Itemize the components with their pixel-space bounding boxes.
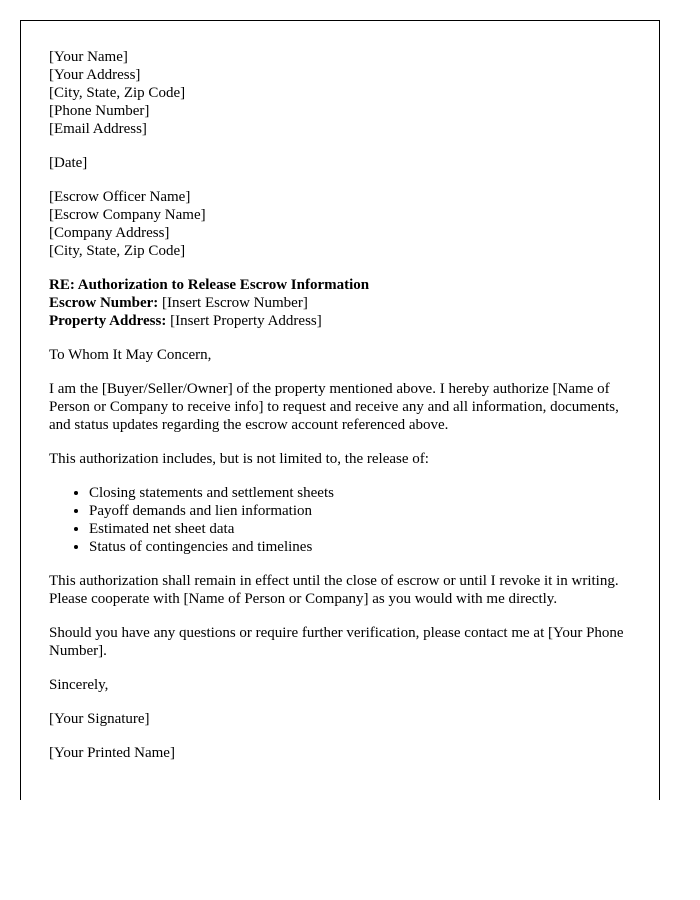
recipient-block [49,188,631,260]
escrow-number-label: Escrow Number: [49,295,159,311]
sender-phone: [Phone Number] [49,103,150,119]
paragraph-duration: This authorization shall remain in effect until the close of escrow or until I revoke it in writing. Please cooperate with [Name of Person or Company] as you would with me directly. [49,573,619,607]
list-item: • Payoff demands and lien information [89,502,631,520]
closing: Sincerely, [49,677,109,693]
paragraph-contact: Should you have any questions or require further verification, please contact me at [Your Phone Number]. [49,625,624,659]
signature: [Your Signature] [49,711,150,727]
property-address-label: Property Address: [49,313,167,329]
property-address-line [49,312,631,330]
paragraph-includes: This authorization includes, but is not limited to, the release of: [49,451,429,467]
escrow-number-value: [Insert Escrow Number] [158,295,308,311]
escrow-number-line [49,294,631,312]
recipient-company-name: [Escrow Company Name] [49,207,206,223]
list-item: • Estimated net sheet data [89,520,631,538]
salutation: To Whom It May Concern, [49,347,212,363]
property-address-value: [Insert Property Address] [166,313,322,329]
sender-name: [Your Name] [49,49,128,65]
re-subject: RE: Authorization to Release Escrow Information [49,277,370,293]
paragraph-authorization: I am the [Buyer/Seller/Owner] of the property mentioned above. I hereby authorize [Name of Person or Company to receive info] to request and receive any and all information, documents, and status updates regarding the escrow account referenced above. [49,381,619,433]
recipient-city-state-zip: [City, State, Zip Code] [49,243,186,259]
sender-address: [Your Address] [49,67,141,83]
recipient-officer-name: [Escrow Officer Name] [49,189,191,205]
list-item: • Status of contingencies and timelines [89,538,631,556]
letter-page [20,20,660,800]
sender-city-state-zip: [City, State, Zip Code] [49,85,186,101]
re-block [49,276,631,330]
list-item: • Closing statements and settlement sheets [89,484,631,502]
recipient-company-address: [Company Address] [49,225,170,241]
printed-name: [Your Printed Name] [49,745,175,761]
letter-date: [Date] [49,155,88,171]
sender-email: [Email Address] [49,121,147,137]
sender-block [49,48,631,138]
release-list [49,484,631,556]
